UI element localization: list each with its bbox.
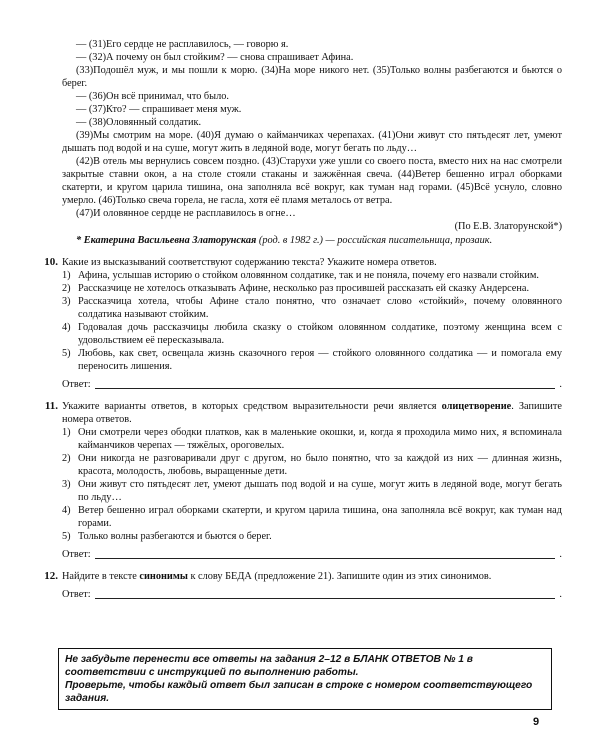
instruction-line: Не забудьте перенести все ответы на задания 2–12 в БЛАНК ОТВЕТОВ № 1 в соответствии с инструкцией по выполнению работы. [65,654,473,678]
answer-label: Ответ: [62,549,91,560]
option-item [62,282,562,295]
answer-label: Ответ: [62,379,91,390]
instruction-box [58,648,552,710]
answer-row [62,588,562,601]
answer-field[interactable] [95,548,556,559]
option-text: Они живут сто пятьдесят лет, умеют дышать под водой и на суше, могут жить в ледяной воде, могут бегать по льду… [78,479,562,503]
option-number: 2) [62,453,71,464]
text-line: (42)В отель мы вернулись совсем поздно. (43)Старухи уже ушли со своего поста, вместо них на нас смотрели закрытые ставни окон, а на столе стояли стаканы и зажжённая свеча. (44)Ветер бешенно играл оборками скатерти, и кругом царила тишина, она заполняла всё вокруг, как туман над горами. (45)Всё уснуло, словно умерло. (46)Только свеча горела, не гасла, хотя её пламя металось от ветра. [62,156,562,206]
answer-row [62,548,562,561]
option-item [62,426,562,452]
option-item [62,504,562,530]
answer-end-dot: . [559,549,562,560]
option-text: Любовь, как свет, освещала жизнь сказочного героя — стойкого оловянного солдатика — и помогала ему переносить лишения. [78,348,562,372]
option-text: Рассказчица хотела, чтобы Афине стало понятно, что означает слово «стойкий», почему оловянного солдатика называют стойким. [78,296,562,320]
option-list [62,426,562,543]
option-text: Ветер бешенно играл оборками скатерти, и кругом царила тишина, она заполняла всё вокруг, как туман над горами. [78,505,562,529]
page-number: 9 [533,716,540,728]
option-text: Рассказчице не хотелось отказывать Афине, несколько раз просившей рассказать ей сказку Андерсена. [78,283,530,294]
option-number: 1) [62,270,71,281]
task-number: 11. [44,400,58,412]
option-number: 5) [62,531,71,542]
author-name: * Екатерина Васильевна Златорунская [76,235,257,246]
text-line: — (38)Оловянный солдатик. [76,117,202,128]
question-text-end: . Запишите номера ответов. [62,401,562,425]
text-line: — (32)А почему он был стойким? — снова спрашивает Афина. [76,52,354,63]
option-number: 1) [62,427,71,438]
text-line: (39)Мы смотрим на море. (40)Я думаю о кайманчиках черепахах. (41)Они живут сто пятьдесят лет, умеют дышать под водой и на суше, могут жить в ледяной воде, могут бегать по льду… [62,130,562,154]
task-number: 12. [44,570,58,582]
task-12 [44,570,562,601]
option-number: 4) [62,322,71,333]
option-number: 4) [62,505,71,516]
answer-label: Ответ: [62,589,91,600]
task-11 [44,400,562,561]
answer-end-dot: . [559,589,562,600]
option-text: Они никогда не разговаривали друг с другом, но было понятно, что за каждой из них — длинная жизнь, красота, молодость, любовь, выращенные дети. [78,453,562,477]
author-note [62,234,562,247]
task-number: 10. [44,256,58,268]
option-list [62,269,562,373]
task-10 [44,256,562,391]
option-number: 3) [62,479,71,490]
answer-field[interactable] [95,378,556,389]
task-question: Какие из высказываний соответствуют содержанию текста? Укажите номера ответов. [62,257,437,268]
option-text: Только волны разбегаются и бьются о берег. [78,531,272,542]
option-item [62,530,562,543]
question-text-end: к слову БЕДА (предложение 21). Запишите один из этих синонимов. [187,571,492,582]
option-text: Афина, услышав историю о стойком оловянном солдатике, так и не поняла, почему его назвали стойким. [78,270,539,281]
text-line: (47)И оловянное сердце не расплавилось в огне… [76,208,296,219]
option-number: 3) [62,296,71,307]
question-keyword: синонимы [139,571,188,582]
option-text: Годовалая дочь рассказчицы любила сказку о стойком оловянном солдатике, поэтому женщина всем с удовольствием её пересказывала. [78,322,562,346]
source-citation: (По Е.В. Златорунской*) [454,221,562,232]
option-item [62,295,562,321]
text-column [44,38,562,601]
text-line: (33)Подошёл муж, и мы пошли к морю. (34)На море никого нет. (35)Только волны разбегаются и бьются о берег. [62,65,562,89]
option-item [62,321,562,347]
task-question [62,570,562,583]
option-text: Они смотрели через ободки платков, как в маленькие окошки, и, когда я проходила мимо них, я вспоминала кайманчиков черепах — тяжёлых, ороговелых. [78,427,562,451]
question-text: Найдите в тексте [62,571,140,582]
answer-field[interactable] [95,588,556,599]
text-line: — (31)Его сердце не расплавилось, — говорю я. [76,39,289,50]
option-number: 2) [62,283,71,294]
question-keyword: олицетворение [441,401,512,412]
option-item [62,452,562,478]
answer-row [62,378,562,391]
task-question [62,400,562,426]
instruction-line: Проверьте, чтобы каждый ответ был записан в строке с номером соответствующего задания. [65,680,533,704]
option-item [62,478,562,504]
option-item [62,347,562,373]
option-number: 5) [62,348,71,359]
author-details: (род. в 1982 г.) — российская писательница, прозаик. [256,235,493,246]
answer-end-dot: . [559,379,562,390]
text-line: — (36)Он всё принимал, что было. [76,91,229,102]
text-line: — (37)Кто? — спрашивает меня муж. [76,104,242,115]
question-text: Укажите варианты ответов, в которых средством выразительности речи является [62,401,442,412]
option-item [62,269,562,282]
